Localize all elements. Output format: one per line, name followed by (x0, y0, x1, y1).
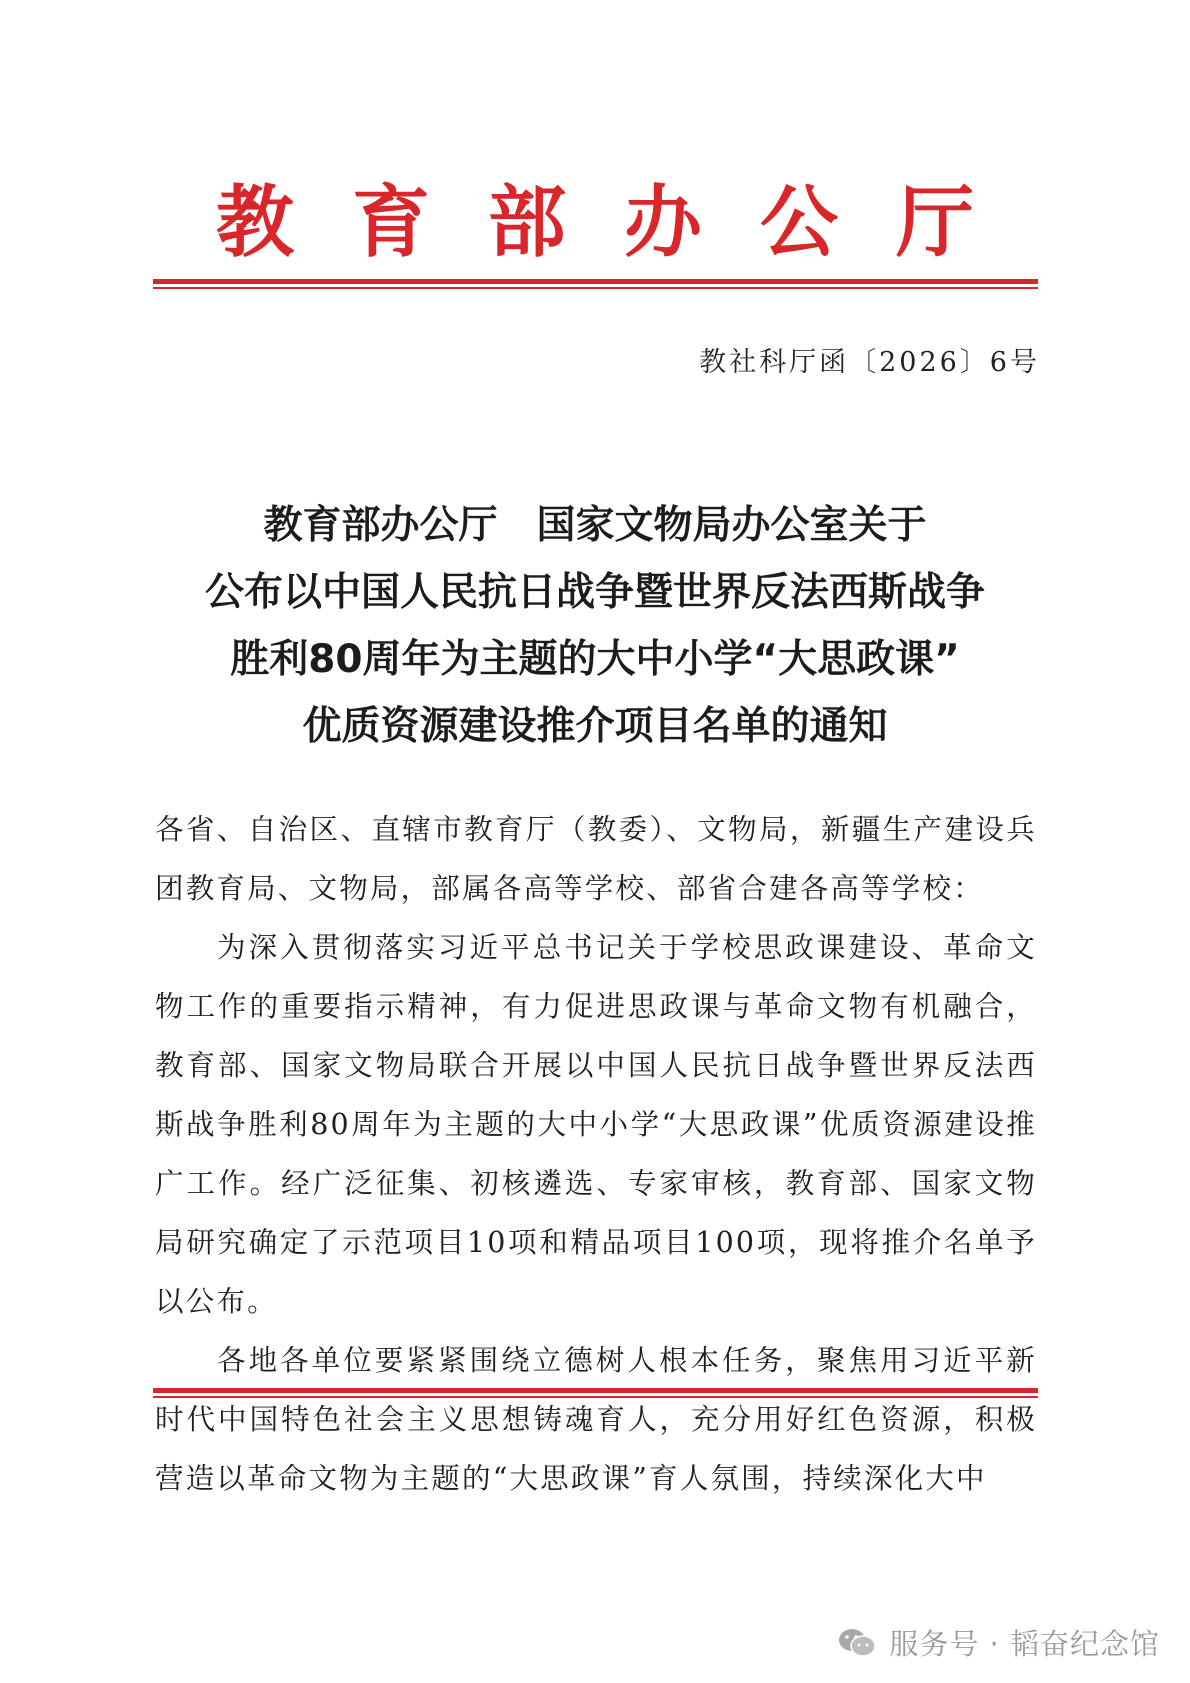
document-number: 教社科厅函〔2026〕6号 (699, 347, 1040, 378)
title-line: 优质资源建设推介项目名单的通知 (302, 704, 888, 749)
body-paragraph: 各地各单位要紧紧围绕立德树人根本任务，聚焦用习近平新时代中国特色社会主义思想铸魂育人，充分用好红色资源，积极营造以革命文物为主题的“大思政课”育人氛围，持续深化大中 (155, 1344, 1037, 1495)
body-paragraph: 为深入贯彻落实习近平总书记关于学校思政课建设、革命文物工作的重要指示精神，有力促进思政课与革命文物有机融合，教育部、国家文物局联合开展以中国人民抗日战争暨世界反法西斯战争胜利80周年为主题的大中小学“大思政课”优质资源建设推广工作。经广泛征集、初核遴选、专家审核，教育部、国家文物局研究确定了示范项目10项和精品项目100项，现将推介名单予以公布。 (155, 931, 1037, 1318)
masthead-rule-thick (153, 279, 1038, 284)
wechat-icon (837, 1627, 877, 1659)
title-line: 胜利80周年为主题的大中小学“大思政课” (230, 637, 960, 682)
document-title (0, 492, 1190, 760)
watermark (837, 1622, 1160, 1663)
title-line: 公布以中国人民抗日战争暨世界反法西斯战争 (204, 570, 985, 615)
title-line: 教育部办公厅 国家文物局办公室关于 (263, 503, 927, 548)
footer-rule-thick (153, 1388, 1038, 1393)
watermark-text: 服务号 · 韬奋纪念馆 (889, 1627, 1160, 1661)
masthead-rule-thin (153, 287, 1038, 289)
masthead-issuer: 教育部办公厅 (215, 177, 1032, 268)
footer-rule-thin (153, 1396, 1038, 1398)
document-body (155, 800, 1037, 1508)
addressee: 各省、自治区、直辖市教育厅（教委）、文物局，新疆生产建设兵团教育局、文物局，部属各高等学校、部省合建各高等学校： (155, 813, 1037, 905)
